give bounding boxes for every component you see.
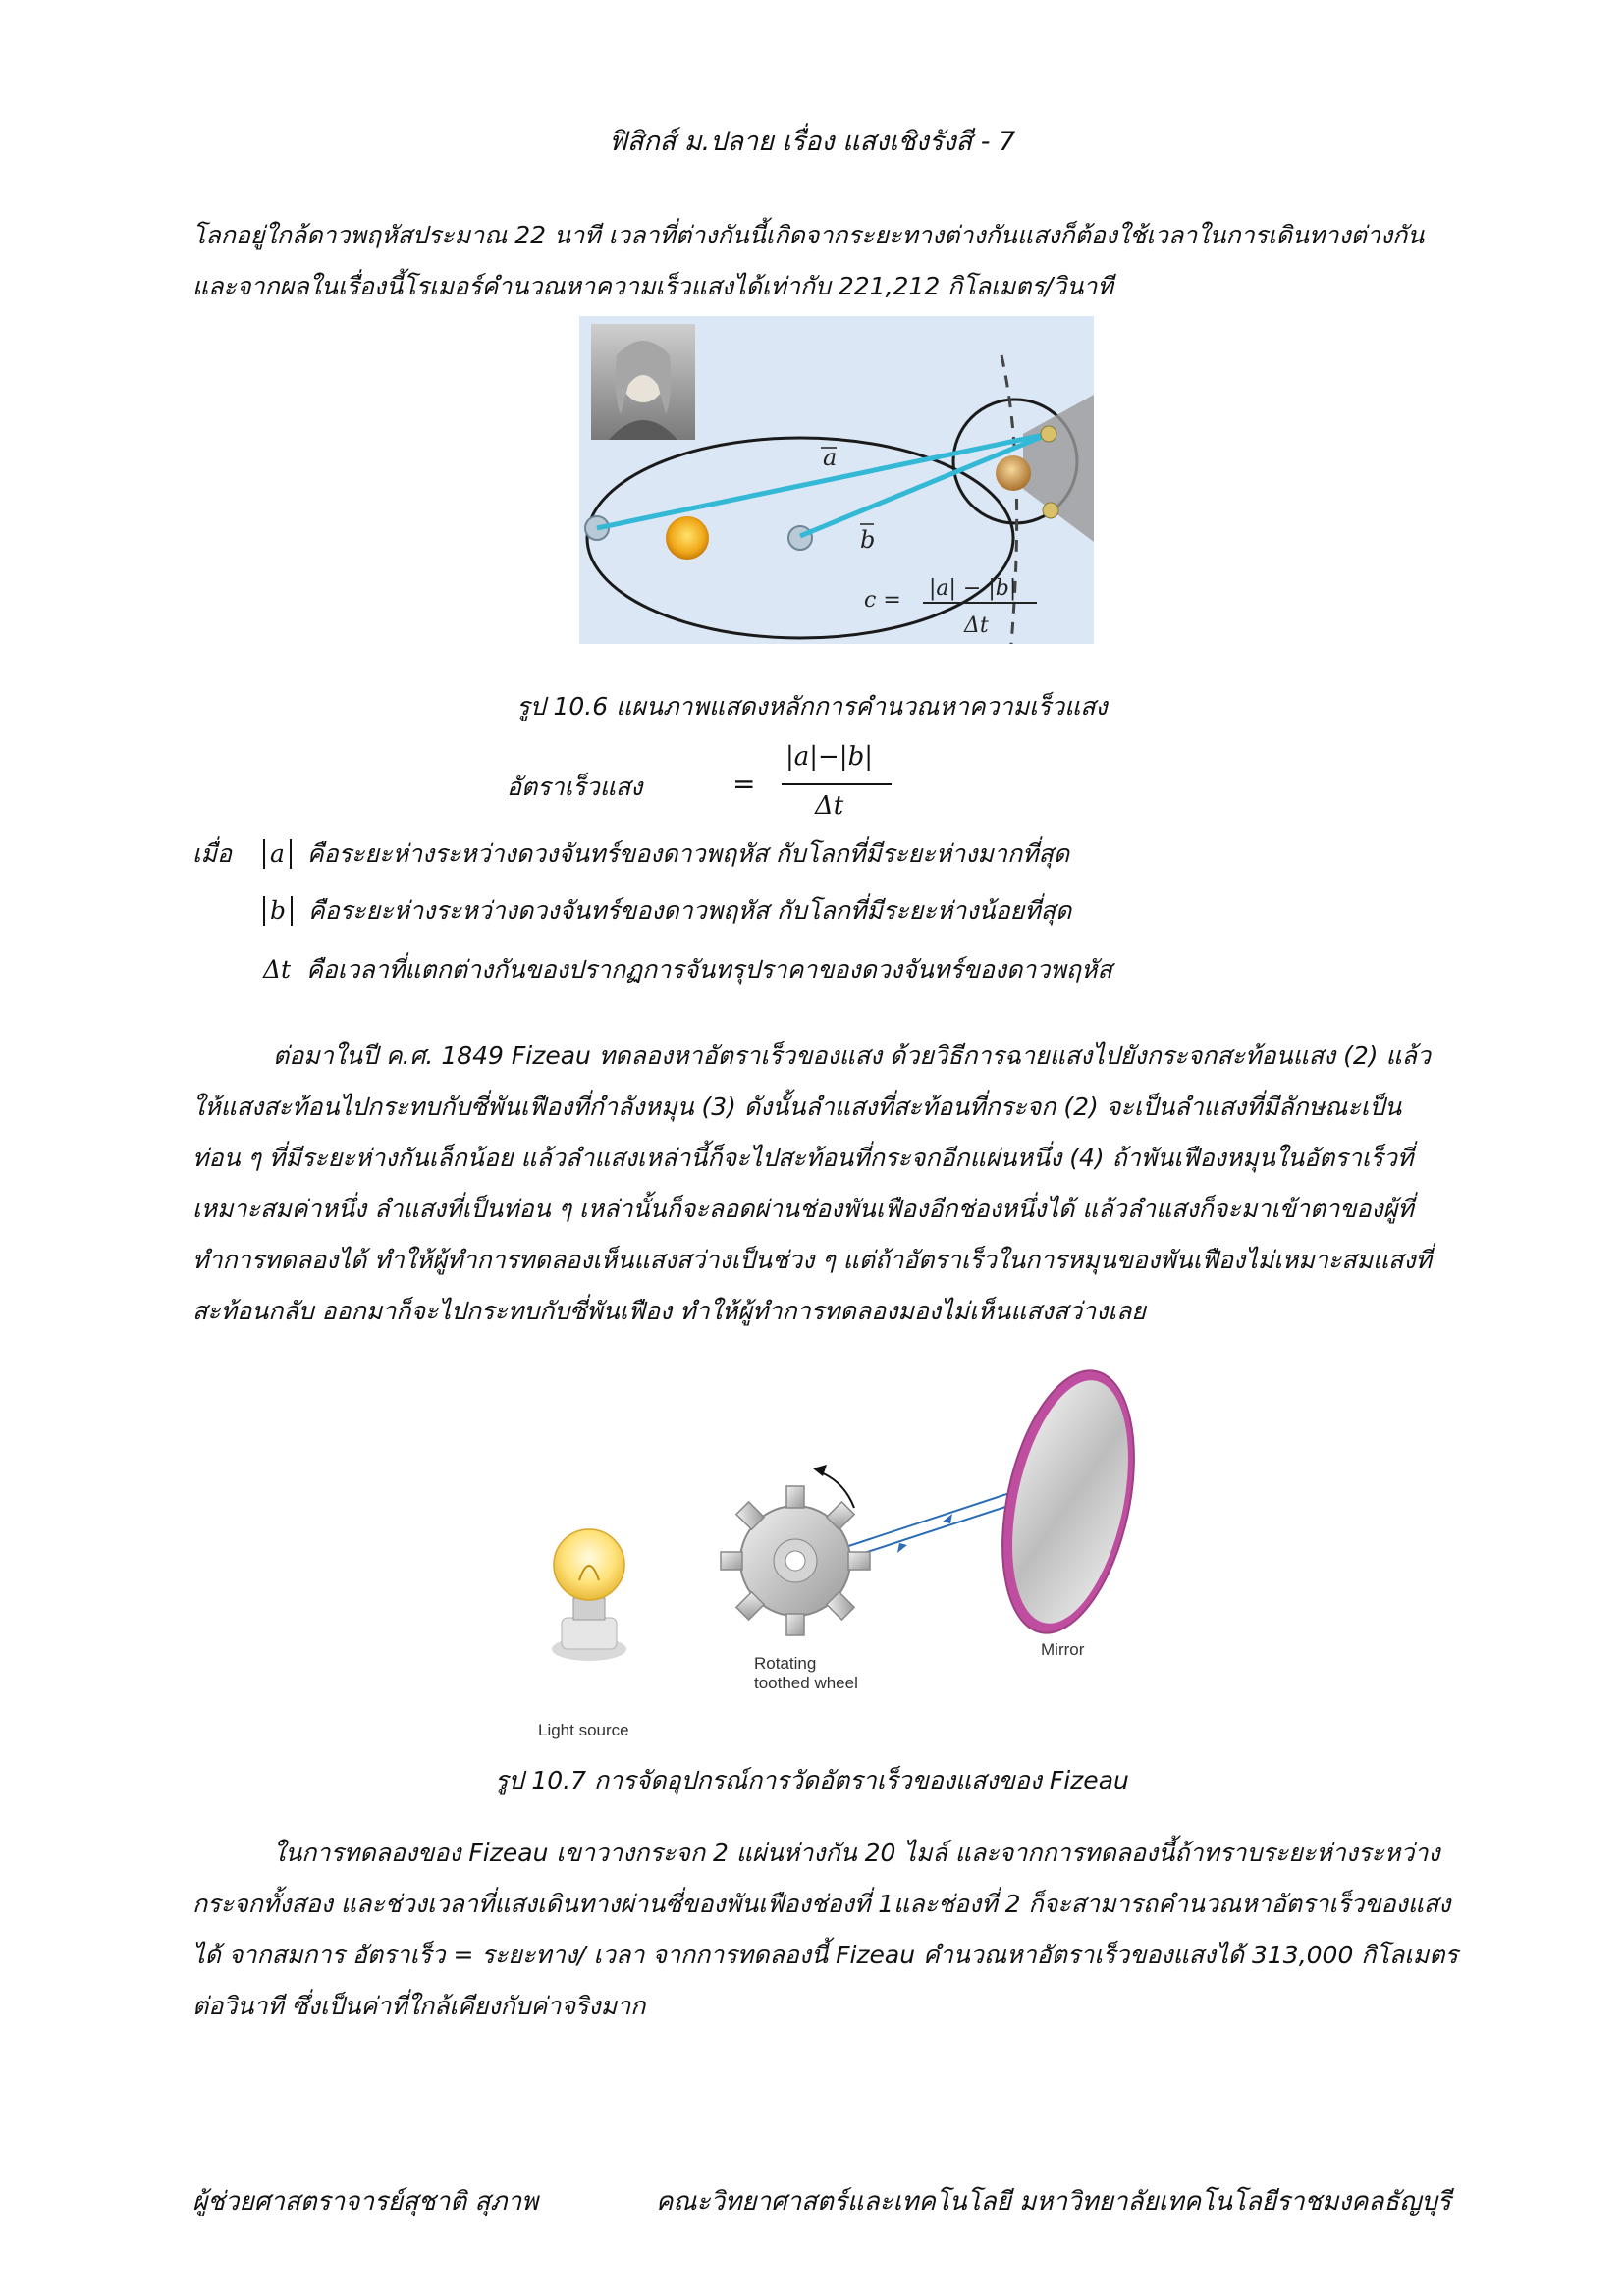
definitions — [192, 834, 1469, 991]
fizeau-apparatus — [530, 1355, 1159, 1747]
wheel-label-line1: Rotating — [754, 1654, 817, 1673]
equation-fraction-bar — [782, 783, 892, 785]
mirror-label: Mirror — [1041, 1640, 1085, 1659]
speed-equation — [507, 742, 899, 840]
wheel-label-line2: toothed wheel — [754, 1674, 858, 1692]
definition-dt: คือเวลาที่แตกต่างกันของปรากฏการจันทรุปราคาของดวงจันทร์ของดาวพฤหัส — [306, 955, 1112, 984]
rotation-arrow-icon — [821, 1472, 854, 1508]
paragraph-line: ทำการทดลองได้ ทำให้ผู้ทำการทดลองเห็นแสงสว่างเป็นช่วง ๆ แต่ถ้าอัตราเร็วในการหมุนของพันเฟืองไม่เหมาะสมแสงที่ — [192, 1246, 1432, 1274]
equation-equals: = — [732, 768, 756, 800]
moon-exiting — [1043, 503, 1058, 518]
figure-formula-numerator: |a| − |b| — [929, 576, 1017, 601]
definitions-when: เมื่อ — [192, 839, 233, 868]
toothed-wheel-icon — [721, 1486, 870, 1635]
paragraph-line: ต่อมาในปี ค.ศ. 1849 Fizeau ทดลองหาอัตราเร็วของแสง ด้วยวิธีการฉายแสงไปยังกระจกสะท้อนแสง (2) แล้ว — [273, 1041, 1431, 1070]
definition-b: คือระยะห่างระหว่างดวงจันทร์ของดาวพฤหัส กับโลกที่มีระยะห่างน้อยที่สุด — [307, 896, 1072, 925]
paragraph-line: ในการทดลองของ Fizeau เขาวางกระจก 2 แผ่นห่างกัน 20 ไมล์ และจากการทดลองนี้ถ้าทราบระยะห่างระหว่าง — [273, 1839, 1440, 1867]
symbol-dt: Δt — [263, 955, 292, 984]
mirror-icon — [981, 1359, 1156, 1645]
equation-label: อัตราเร็วแสง — [507, 773, 643, 801]
figure1-caption: รูป 10.6 แผนภาพแสดงหลักการคำนวณหาความเร็วแสง — [516, 692, 1108, 721]
fizeau-apparatus-svg — [530, 1355, 1159, 1747]
paragraph-line: สะท้อนกลับ ออกมาก็จะไปกระทบกับซี่พันเฟือง ทำให้ผู้ทำการทดลองมองไม่เห็นแสงสว่างเลย — [192, 1297, 1146, 1325]
roemer-diagram-svg — [579, 316, 1094, 644]
figure2-caption: รูป 10.7 การจัดอุปกรณ์การวัดอัตราเร็วของแสงของ Fizeau — [495, 1766, 1129, 1794]
roemer-portrait — [591, 324, 695, 440]
intro-paragraph — [192, 210, 1479, 312]
fizeau-result-paragraph — [192, 1828, 1479, 2032]
footer-author: ผู้ช่วยศาสตราจารย์สุชาติ สุภาพ — [192, 2187, 539, 2216]
figure-formula-denominator: Δt — [964, 614, 989, 638]
equation-numerator: |a|−|b| — [785, 742, 873, 772]
paragraph-line: ได้ จากสมการ อัตราเร็ว = ระยะทาง/ เวลา จากการทดลองนี้ Fizeau คำนวณหาอัตราเร็วของแสงได้ 313,000 กิโลเมตร — [192, 1941, 1458, 1969]
page-header: ฟิสิกส์ ม.ปลาย เรื่อง แสงเชิงรังสี - 7 — [608, 127, 1016, 157]
paragraph-line: และจากผลในเรื่องนี้โรเมอร์คำนวณหาความเร็วแสงได้เท่ากับ 221,212 กิโลเมตร/วินาที — [192, 272, 1113, 300]
symbol-b: b — [263, 896, 293, 926]
light-source-label: Light source — [538, 1721, 629, 1739]
figure-formula-lhs: c = — [864, 588, 901, 613]
roemer-diagram — [579, 316, 1094, 644]
earth-near — [788, 526, 812, 550]
paragraph-line: เหมาะสมค่าหนึ่ง ลำแสงที่เป็นท่อน ๆ เหล่านั้นก็จะลอดผ่านช่องพันเฟืองอีกช่องหนึ่งได้ แล้วลำแสงก็จะมาเข้าตาของผู้ที่ — [192, 1195, 1414, 1223]
label-b: b — [860, 526, 876, 554]
symbol-a: a — [263, 839, 292, 869]
jupiter — [996, 455, 1031, 491]
sun — [666, 516, 709, 560]
light-bulb-icon — [552, 1529, 626, 1661]
paragraph-line: ต่อวินาที ซึ่งเป็นค่าที่ใกล้เคียงกับค่าจริงมาก — [192, 1992, 646, 2020]
label-a: a — [823, 444, 838, 471]
footer-affiliation: คณะวิทยาศาสตร์และเทคโนโลยี มหาวิทยาลัยเทคโนโลยีราชมงคลธัญบุรี — [656, 2187, 1451, 2216]
definition-a: คือระยะห่างระหว่างดวงจันทร์ของดาวพฤหัส กับโลกที่มีระยะห่างมากที่สุด — [306, 839, 1070, 868]
paragraph-line: กระจกทั้งสอง และช่วงเวลาที่แสงเดินทางผ่านซี่ของพันเฟืองช่องที่ 1และช่องที่ 2 ก็จะสามารถคำนวณหาอัตราเร็วของแสง — [192, 1890, 1451, 1918]
moon-entering — [1041, 426, 1056, 442]
fizeau-paragraph — [192, 1031, 1479, 1337]
paragraph-line: โลกอยู่ใกล้ดาวพฤหัสประมาณ 22 นาที เวลาที่ต่างกันนี้เกิดจากระยะทางต่างกันแสงก็ต้องใช้เวลาในการเดินทางต่างกัน — [192, 221, 1425, 249]
equation-denominator: Δt — [815, 791, 844, 821]
paragraph-line: ให้แสงสะท้อนไปกระทบกับซี่พันเฟืองที่กำลังหมุน (3) ดังนั้นลำแสงที่สะท้อนที่กระจก (2) จะเป็นลำแสงที่มีลักษณะเป็น — [192, 1093, 1402, 1121]
paragraph-line: ท่อน ๆ ที่มีระยะห่างกันเล็กน้อย แล้วลำแสงเหล่านี้ก็จะไปสะท้อนที่กระจกอีกแผ่นหนึ่ง (4) ถ้าพันเฟืองหมุนในอัตราเร็วที่ — [192, 1144, 1414, 1172]
